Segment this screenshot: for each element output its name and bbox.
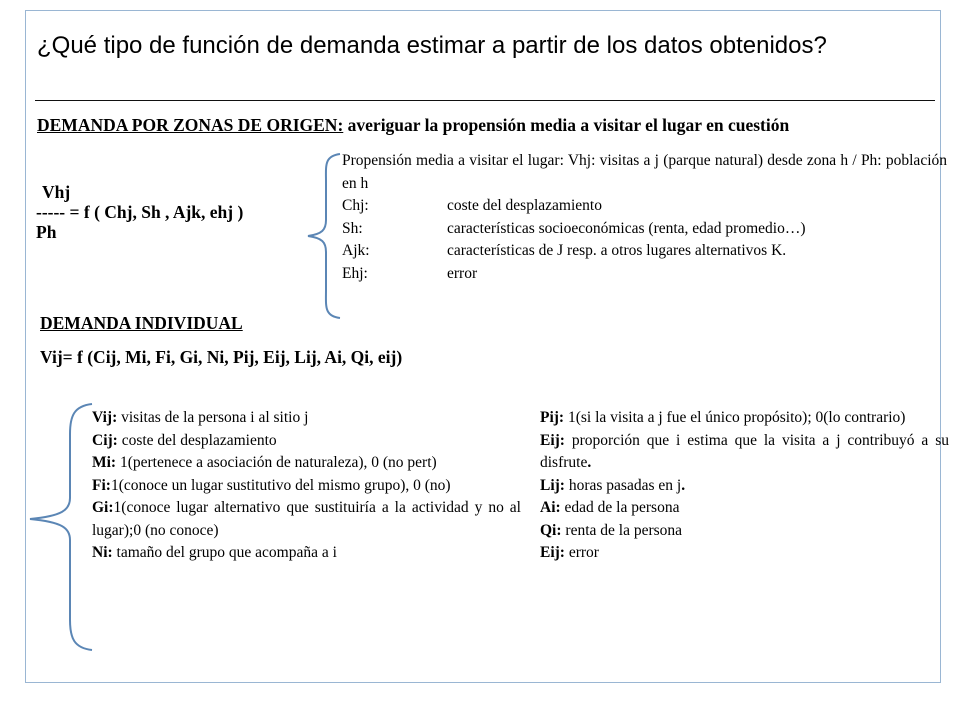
formula-equation: ----- = f ( Chj, Sh , Ajk, ehj ) (36, 202, 244, 222)
variable-key: Ai: (540, 499, 561, 516)
variable-item (540, 497, 949, 520)
variable-item (540, 407, 949, 430)
variable-item (540, 542, 949, 565)
definition-key: Chj: (342, 197, 369, 214)
definition-key: Sh: (342, 219, 363, 237)
definition-desc: error (447, 264, 478, 282)
zonas-origen-text: averiguar la propensión media a visitar el lugar en cuestión (343, 115, 790, 135)
formula-numerator: Vhj (42, 182, 71, 202)
variable-text: tamaño del grupo que acompaña a i (112, 544, 337, 561)
variable-key: Lij: (540, 476, 565, 494)
variable-item (92, 407, 521, 430)
variable-text: renta de la persona (561, 521, 683, 539)
zonas-origen-paragraph (37, 113, 935, 138)
variable-text: 1(conoce lugar alternativo que sustituiría a la actividad y no al lugar);0 (no conoce) (92, 499, 521, 539)
variable-key: Ni: (92, 544, 113, 561)
variable-text: error (564, 544, 599, 561)
variable-text: visitas de la persona i al sitio j (117, 409, 309, 426)
variable-item (540, 520, 949, 543)
variable-item (92, 475, 521, 498)
variables-brace (26, 402, 96, 652)
variable-key: Cij: (92, 431, 118, 449)
variable-item (92, 430, 521, 453)
variable-key: Vij: (92, 409, 118, 426)
definition-row (342, 263, 947, 286)
individual-variables-left (92, 407, 521, 565)
variable-item (92, 542, 521, 565)
variable-key: Mi: (92, 454, 117, 471)
variable-item (540, 430, 949, 475)
demanda-individual-heading: DEMANDA INDIVIDUAL (40, 313, 243, 333)
variable-key: Eij: (540, 544, 565, 561)
zonas-definitions (342, 150, 947, 285)
title-divider (35, 100, 935, 101)
demanda-individual-equation: Vij= f (Cij, Mi, Fi, Gi, Ni, Pij, Eij, Lij, Ai, Qi, eij) (40, 347, 403, 367)
variable-text: edad de la persona (560, 499, 680, 516)
variable-item (540, 475, 949, 498)
variable-text: 1(pertenece a asociación de naturaleza), 0 (no pert) (116, 454, 437, 471)
variable-key: Eij: (540, 431, 565, 449)
variable-end: . (587, 454, 592, 471)
variable-text: 1(si la visita a j fue el único propósito); 0(lo contrario) (564, 409, 906, 426)
definitions-lead: Propensión media a visitar el lugar: Vhj: visitas a j (parque natural) desde zona h / Ph: población en h (342, 152, 947, 192)
variable-end: . (681, 476, 686, 494)
variable-key: Pij: (540, 409, 565, 426)
definitions-brace (300, 152, 344, 320)
slide-title: ¿Qué tipo de función de demanda estimar a partir de los datos obtenidos? (37, 32, 827, 59)
definition-row (342, 240, 947, 263)
variable-key: Qi: (540, 521, 562, 539)
variable-text: coste del desplazamiento (117, 431, 277, 449)
definition-desc: características socioeconómicas (renta, edad promedio…) (447, 219, 806, 237)
definition-key: Ajk: (342, 242, 370, 259)
variable-text: horas pasadas en j (564, 476, 682, 494)
formula-denominator: Ph (36, 222, 57, 242)
definition-key: Ehj: (342, 264, 368, 282)
variable-key: Gi: (92, 499, 114, 516)
definition-desc: características de J resp. a otros lugares alternativos K. (447, 242, 787, 259)
individual-variables-right (540, 407, 949, 565)
definition-row (342, 218, 947, 241)
variable-item (92, 497, 521, 542)
variable-text: proporción que i estima que la visita a j contribuyó a su disfrute (540, 431, 949, 471)
definition-row (342, 195, 947, 218)
variable-text: 1(conoce un lugar sustitutivo del mismo grupo), 0 (no) (110, 476, 451, 494)
definition-desc: coste del desplazamiento (447, 197, 602, 214)
variable-item (92, 452, 521, 475)
variable-key: Fi: (92, 476, 111, 494)
zonas-origen-heading: DEMANDA POR ZONAS DE ORIGEN: (37, 115, 344, 135)
